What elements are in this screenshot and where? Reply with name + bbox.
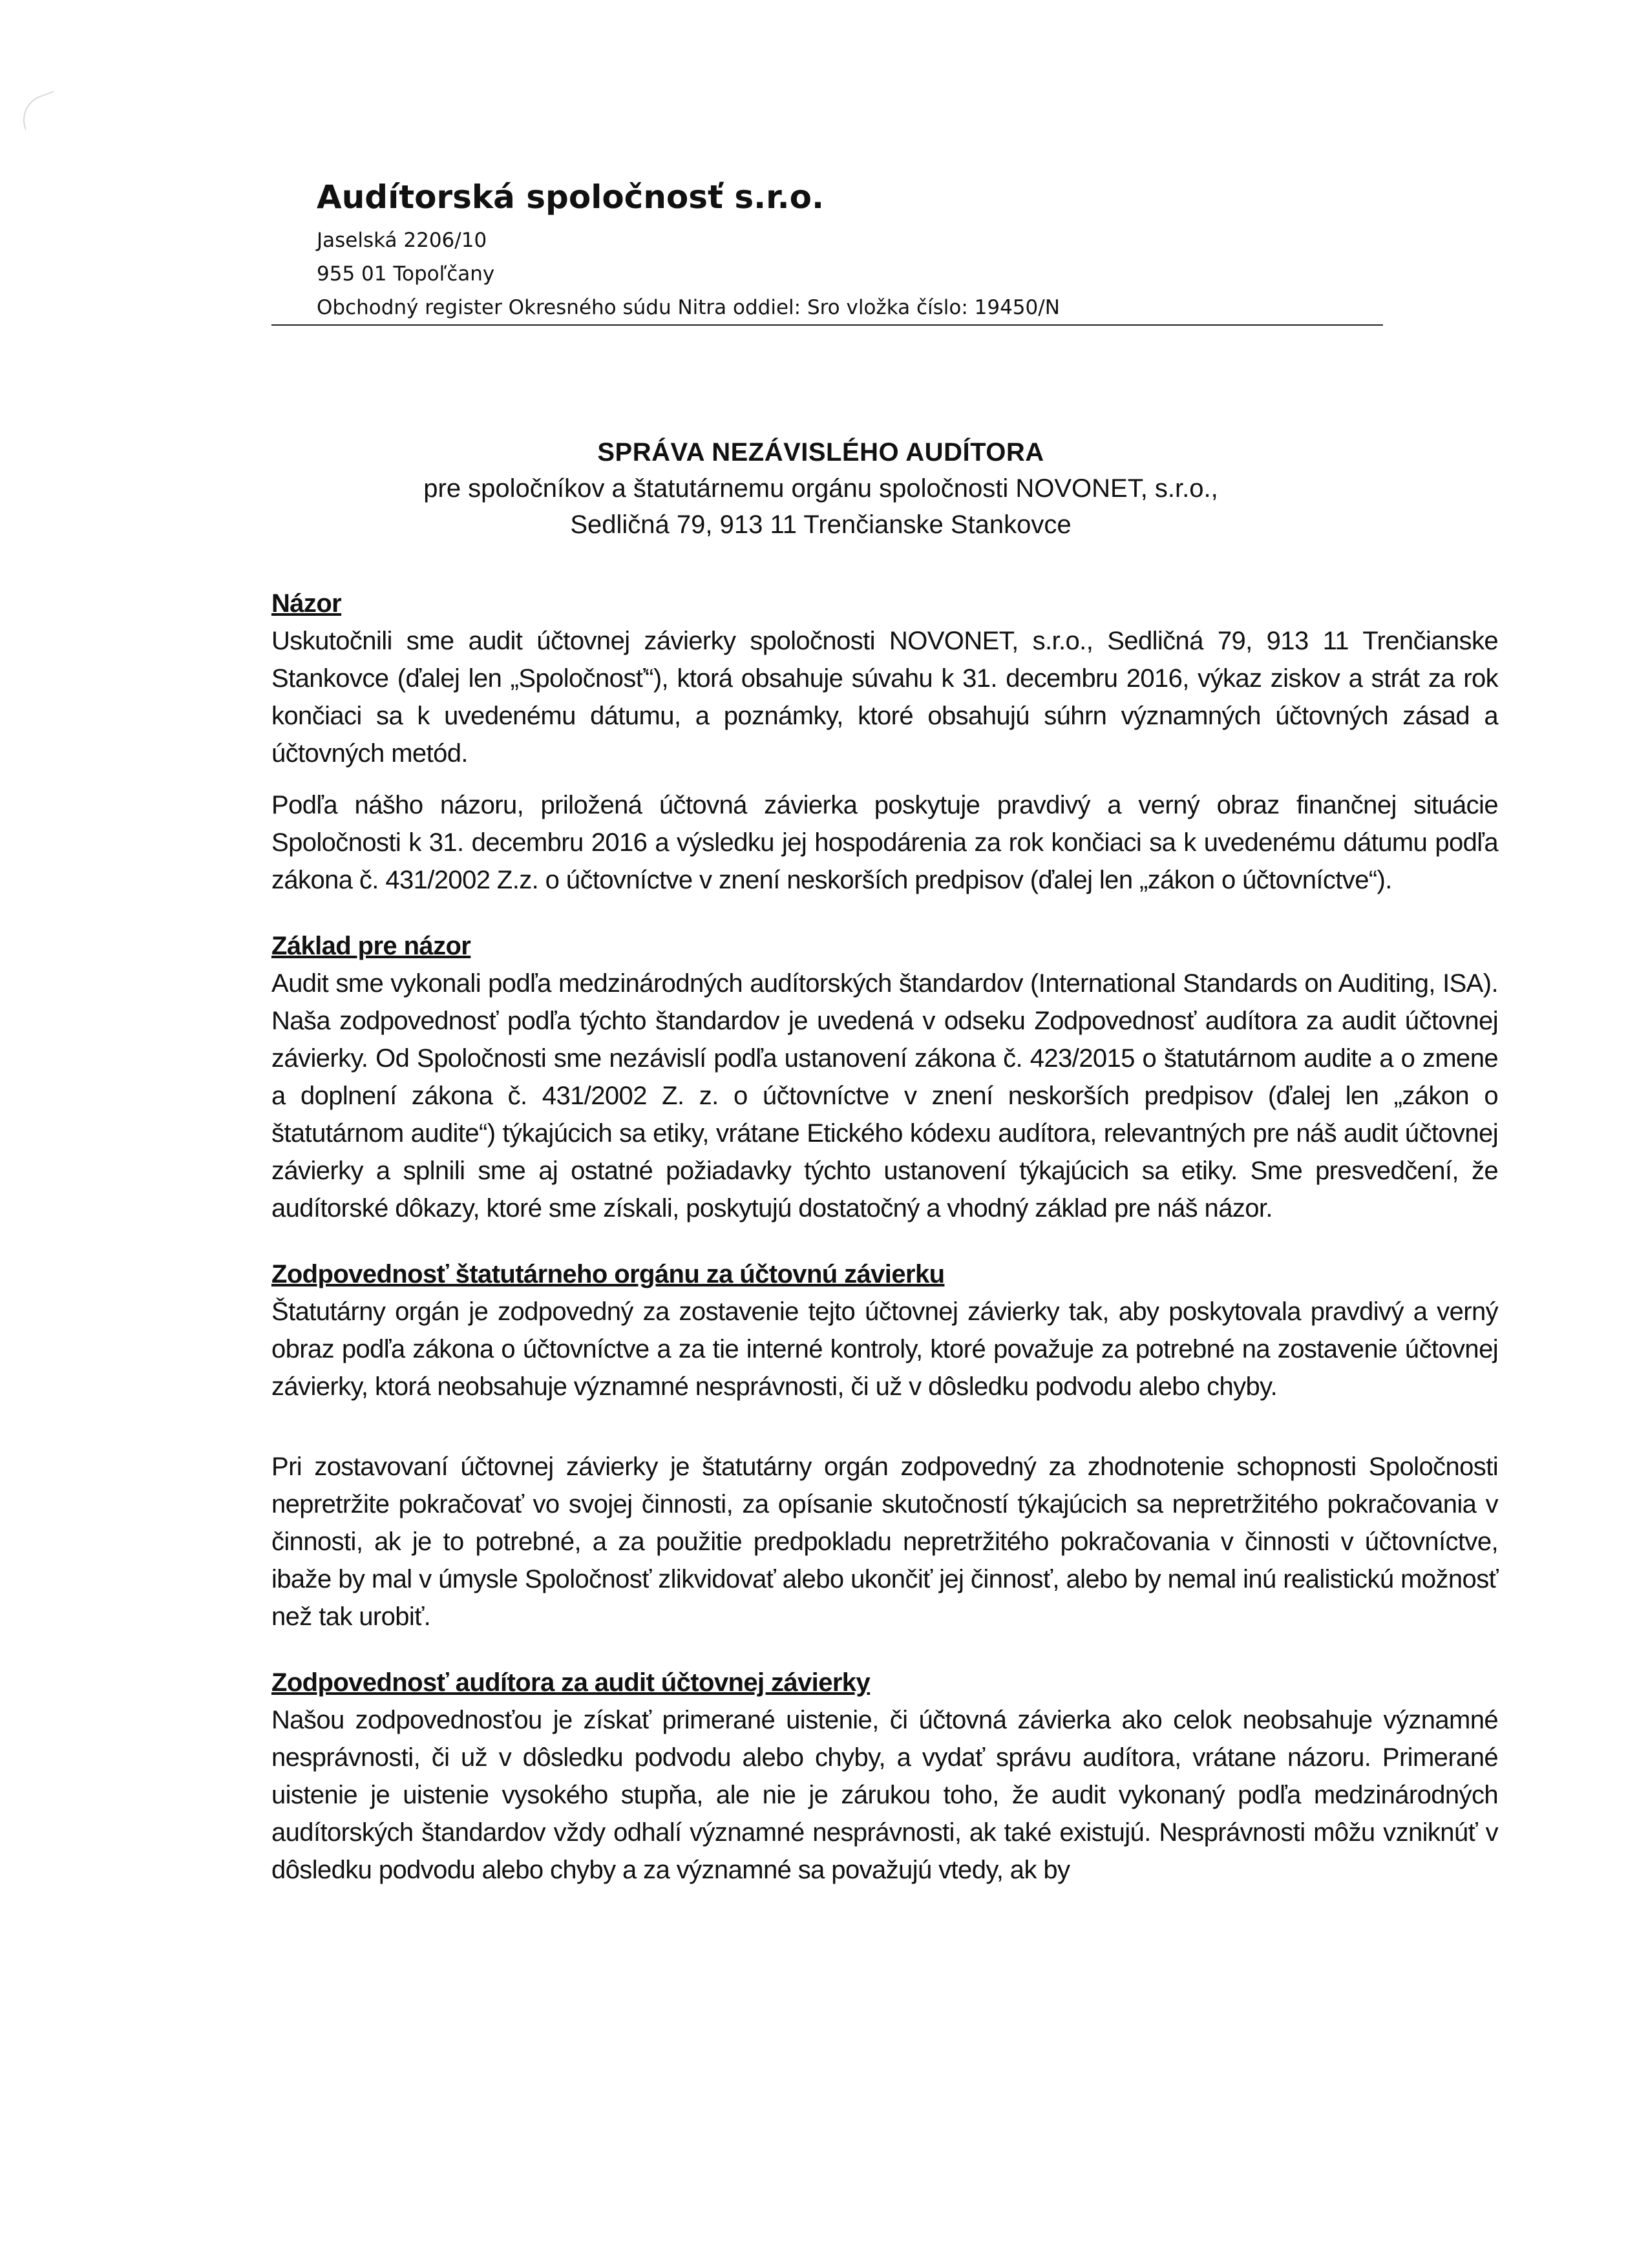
management-paragraph-1: Štatutárny orgán je zodpovedný za zostavenie tejto účtovnej závierky tak, aby poskytovala pravdivý a verný obraz podľa zákona o účtovníctve a za tie interné kontroly, ktoré považuje za potrebné na zostavenie účtovnej závierky, ktorá neobsahuje významné nesprávnosti, či už v dôsledku podvodu alebo chyby. bbox=[271, 1297, 1498, 1401]
company-registry: Obchodný register Okresného súdu Nitra oddiel: Sro vložka číslo: 19450/N bbox=[317, 296, 1060, 319]
basis-paragraph-1: Audit sme vykonali podľa medzinárodných audítorských štandardov (International Standards on Auditing, ISA). Naša zodpovednosť podľa týchto štandardov je uvedená v odseku Zodpovednosť audítora za audit účtovnej závierky. Od Spoločnosti sme nezávislí podľa ustanovení zákona č. 423/2015 o štatutárnom audite a o zmene a doplnení zákona č. 431/2002 Z. z. o účtovníctve v znení neskorších predpisov (ďalej len „zákon o štatutárnom audite“) týkajúcich sa etiky, vrátane Etického kódexu audítora, relevantných pre náš audit účtovnej závierky a splnili sme aj ostatné požiadavky týchto ustanovení týkajúcich sa etiky. Sme presvedčení, že audítorské dôkazy, ktoré sme získali, poskytujú dostatočný a vhodný základ pre náš názor. bbox=[271, 969, 1498, 1223]
spacer bbox=[271, 1635, 1498, 1664]
report-addressee: pre spoločníkov a štatutárnemu orgánu spoločnosti NOVONET, s.r.o., bbox=[423, 474, 1218, 503]
auditor-paragraph-1: Našou zodpovednosťou je získať primerané uistenie, či účtovná závierka ako celok neobsahuje významné nesprávnosti, či už v dôsledku podvodu alebo chyby, a vydať správu audítora, vrátane názoru. Primerané uistenie je uistenie vysokého stupňa, ale nie je zárukou toho, že audit vykonaný podľa medzinárodných audítorských štandardov vždy odhalí významné nesprávnosti, ak také existujú. Nesprávnosti môžu vzniknúť v dôsledku podvodu alebo chyby a za významné sa považujú vtedy, ak by bbox=[271, 1706, 1498, 1884]
spacer bbox=[271, 772, 1498, 786]
section-heading-basis: Základ pre názor bbox=[271, 932, 471, 960]
report-address: Sedličná 79, 913 11 Trenčianske Stankovce bbox=[570, 510, 1072, 539]
section-heading-management: Zodpovednosť štatutárneho orgánu za účtovnú závierku bbox=[271, 1260, 945, 1288]
company-name: Audítorská spoločnosť s.r.o. bbox=[317, 178, 824, 216]
spacer bbox=[271, 1227, 1498, 1255]
opinion-paragraph-1: Uskutočnili sme audit účtovnej závierky spoločnosti NOVONET, s.r.o., Sedličná 79, 913 11 Trenčianske Stankovce (ďalej len „Spoločnosť“), ktorá obsahuje súvahu k 31. decembru 2016, výkaz ziskov a strát za rok končiaci sa k uvedenému dátumu, a poznámky, ktoré obsahujú súhrn významných účtovných zásad a účtovných metód. bbox=[271, 627, 1498, 768]
spacer bbox=[271, 899, 1498, 927]
scan-corner-mark bbox=[16, 91, 63, 131]
opinion-paragraph-2: Podľa nášho názoru, priložená účtovná závierka poskytuje pravdivý a verný obraz finančnej situácie Spoločnosti k 31. decembru 2016 a výsledku jej hospodárenia za rok končiaci sa k uvedenému dátumu podľa zákona č. 431/2002 Z.z. o účtovníctve v znení neskorších predpisov (ďalej len „zákon o účtovníctve“). bbox=[271, 791, 1498, 894]
company-city: 955 01 Topoľčany bbox=[317, 262, 495, 286]
report-title-block bbox=[271, 434, 1370, 543]
spacer bbox=[271, 1405, 1498, 1448]
section-heading-opinion: Názor bbox=[271, 589, 342, 618]
section-heading-auditor: Zodpovednosť audítora za audit účtovnej závierky bbox=[271, 1668, 871, 1697]
report-title: SPRÁVA NEZÁVISLÉHO AUDÍTORA bbox=[597, 438, 1044, 467]
report-body bbox=[271, 585, 1498, 1889]
management-paragraph-2: Pri zostavovaní účtovnej závierky je štatutárny orgán zodpovedný za zhodnotenie schopnosti Spoločnosti nepretržite pokračovať vo svojej činnosti, za opísanie skutočností týkajúcich sa nepretržitého pokračovania v činnosti, ak je to potrebné, a za použitie predpokladu nepretržitého pokračovania v činnosti v účtovníctve, ibaže by mal v úmysle Spoločnosť zlikvidovať alebo ukončiť jej činnosť, alebo by nemal inú realistickú možnosť než tak urobiť. bbox=[271, 1453, 1498, 1631]
letterhead bbox=[317, 174, 1415, 324]
company-street: Jaselská 2206/10 bbox=[317, 229, 487, 252]
letterhead-divider bbox=[271, 324, 1383, 326]
